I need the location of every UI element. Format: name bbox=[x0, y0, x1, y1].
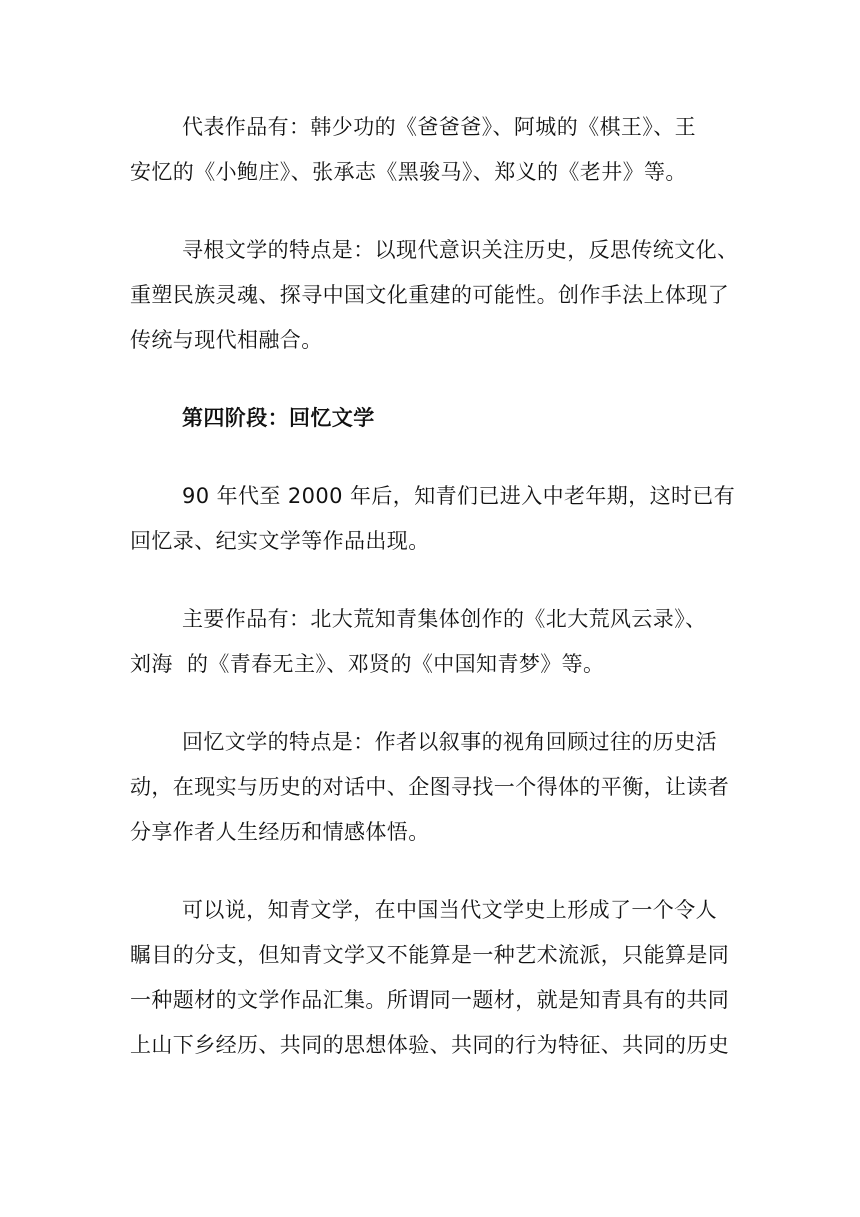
text-line: 分享作者人生经历和情感体悟。 bbox=[130, 820, 430, 844]
text-line: 主要作品有：北大荒知青集体创作的《北大荒风云录》、 bbox=[182, 607, 707, 631]
text-line: 代表作品有：韩少功的《爸爸爸》、阿城的《棋王》、王 bbox=[182, 115, 696, 139]
text-line: 90 年代至 2000 年后，知青们已进入中老年期，这时已有 bbox=[182, 484, 736, 508]
text-line: 一种题材的文学作品汇集。所谓同一题材，就是知青具有的共同 bbox=[130, 988, 730, 1012]
text-line: 安忆的《小鲍庄》、张承志《黑骏马》、郑义的《老井》等。 bbox=[130, 160, 687, 184]
paragraph-representative-works bbox=[130, 105, 734, 195]
text-line: 回忆录、纪实文学等作品出现。 bbox=[130, 529, 430, 553]
paragraph-conclusion bbox=[130, 888, 734, 1068]
text-line: 重塑民族灵魂、探寻中国文化重建的可能性。创作手法上体现了 bbox=[130, 283, 730, 307]
section-heading: 第四阶段：回忆文学 bbox=[182, 406, 375, 430]
text-line: 传统与现代相融合。 bbox=[130, 328, 323, 352]
text-line: 回忆文学的特点是：作者以叙事的视角回顾过往的历史活 bbox=[182, 730, 717, 754]
paragraph-root-literature-features bbox=[130, 228, 739, 363]
text-line: 动，在现实与历史的对话中、企图寻找一个得体的平衡，让读者 bbox=[130, 775, 730, 799]
paragraph-main-works bbox=[130, 597, 734, 687]
text-line: 可以说，知青文学，在中国当代文学史上形成了一个令人 bbox=[182, 898, 717, 922]
text-line: 刘海 的《青春无主》、邓贤的《中国知青梦》等。 bbox=[130, 652, 605, 676]
text-line: 瞩目的分支，但知青文学又不能算是一种艺术流派，只能算是同 bbox=[130, 943, 730, 967]
text-line: 寻根文学的特点是：以现代意识关注历史，反思传统文化、 bbox=[182, 238, 739, 262]
text-line: 上山下乡经历、共同的思想体验、共同的行为特征、共同的历史 bbox=[130, 1033, 730, 1057]
document-body bbox=[130, 105, 739, 1068]
paragraph-memory-literature-features bbox=[130, 720, 734, 855]
paragraph-period-intro bbox=[130, 474, 734, 564]
